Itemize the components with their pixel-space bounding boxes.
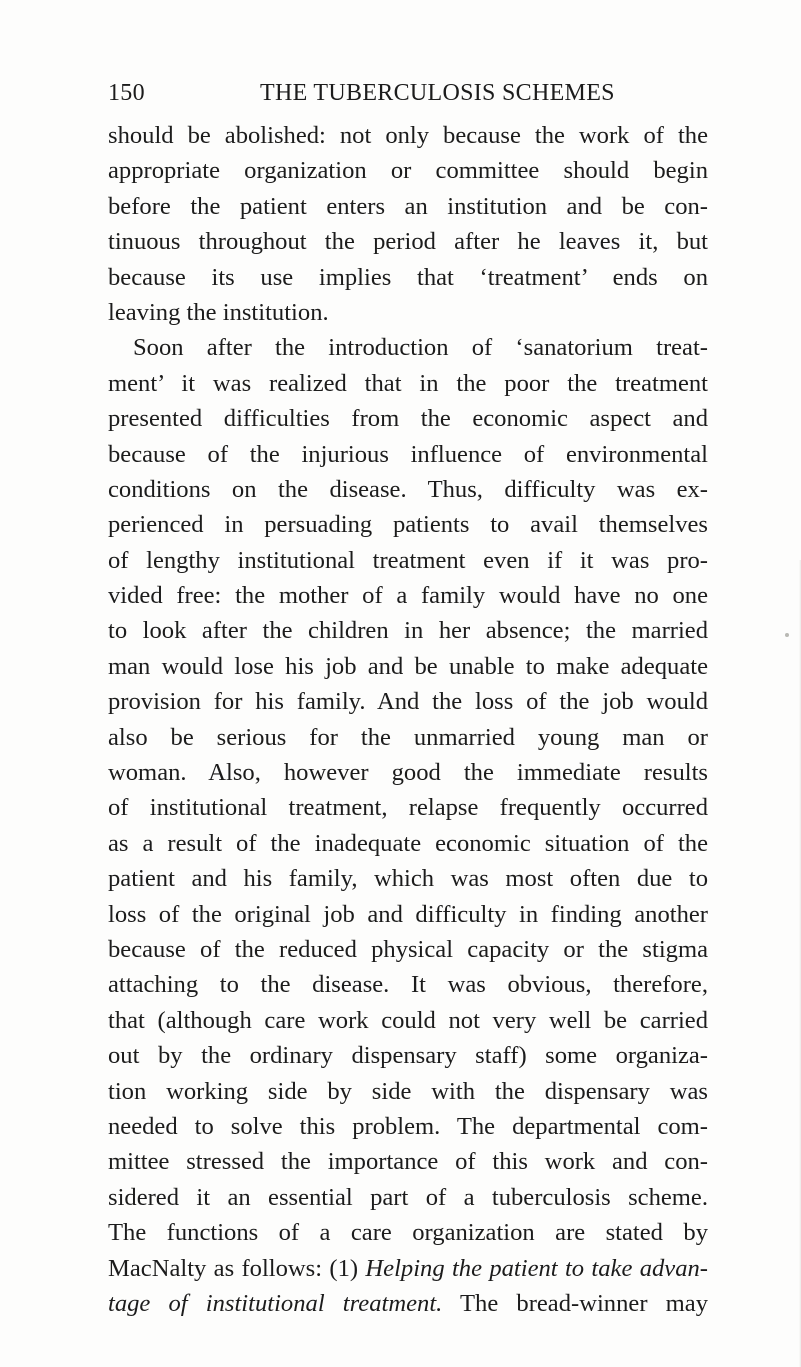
text-line: vided free: the mother of a family would have no one	[108, 582, 708, 610]
text-line: leaving the institution.	[108, 298, 329, 326]
text-line: because its use implies that ‘treatment’ ends on	[108, 263, 708, 291]
text-line: before the patient enters an institution and be con-	[108, 192, 708, 220]
text-line: appropriate organization or committee should begin	[108, 157, 708, 185]
text-line: attaching to the disease. It was obvious, therefore,	[108, 971, 708, 999]
text-line-mixed	[108, 1286, 708, 1321]
italic-run: tage of institutional treatment.	[108, 1289, 443, 1317]
running-title: THE TUBERCULOSIS SCHEMES	[260, 80, 615, 106]
text-line: mittee stressed the importance of this work and con-	[108, 1148, 708, 1176]
text-line: also be serious for the unmarried young man or	[108, 723, 708, 751]
paper-speck	[785, 633, 789, 637]
text-line: Soon after the introduction of ‘sanatorium treat-	[133, 334, 708, 362]
running-head	[108, 76, 698, 110]
text-line: tinuous throughout the period after he leaves it, but	[108, 228, 708, 256]
text-line: conditions on the disease. Thus, difficulty was ex-	[108, 475, 708, 503]
text-line: loss of the original job and difficulty in finding another	[108, 900, 708, 928]
text-line: as a result of the inadequate economic situation of the	[108, 829, 708, 857]
text-line: provision for his family. And the loss of the job would	[108, 688, 708, 716]
text-line: The functions of a care organization are stated by	[108, 1219, 708, 1247]
italic-run: Helping the patient to take advan-	[365, 1254, 708, 1282]
text-run: MacNalty as follows: (1)	[108, 1254, 366, 1282]
text-line: because of the reduced physical capacity or the stigma	[108, 935, 708, 963]
text-line: because of the injurious influence of environmental	[108, 440, 708, 468]
text-line-mixed	[108, 1251, 708, 1286]
text-line: sidered it an essential part of a tuberculosis scheme.	[108, 1183, 708, 1211]
text-line: of lengthy institutional treatment even if it was pro-	[108, 546, 708, 574]
text-line: out by the ordinary dispensary staff) some organiza-	[108, 1042, 708, 1070]
text-line: should be abolished: not only because the work of the	[108, 122, 708, 149]
text-line: tion working side by side with the dispensary was	[108, 1077, 708, 1105]
text-line: presented difficulties from the economic aspect and	[108, 405, 708, 433]
text-line: woman. Also, however good the immediate results	[108, 759, 708, 787]
text-line: needed to solve this problem. The departmental com-	[108, 1112, 708, 1140]
text-line: to look after the children in her absence; the married	[108, 617, 708, 645]
text-line: man would lose his job and be unable to make adequate	[108, 652, 708, 680]
text-line: patient and his family, which was most often due to	[108, 865, 708, 893]
body-text	[108, 118, 708, 1321]
text-line: perienced in persuading patients to avail themselves	[108, 511, 708, 539]
text-line: that (although care work could not very well be carried	[108, 1006, 708, 1034]
text-run: The bread-winner may	[442, 1289, 708, 1317]
text-line: of institutional treatment, relapse frequently occurred	[108, 794, 708, 822]
text-line: ment’ it was realized that in the poor the treatment	[108, 369, 708, 397]
page-number: 150	[108, 80, 145, 106]
